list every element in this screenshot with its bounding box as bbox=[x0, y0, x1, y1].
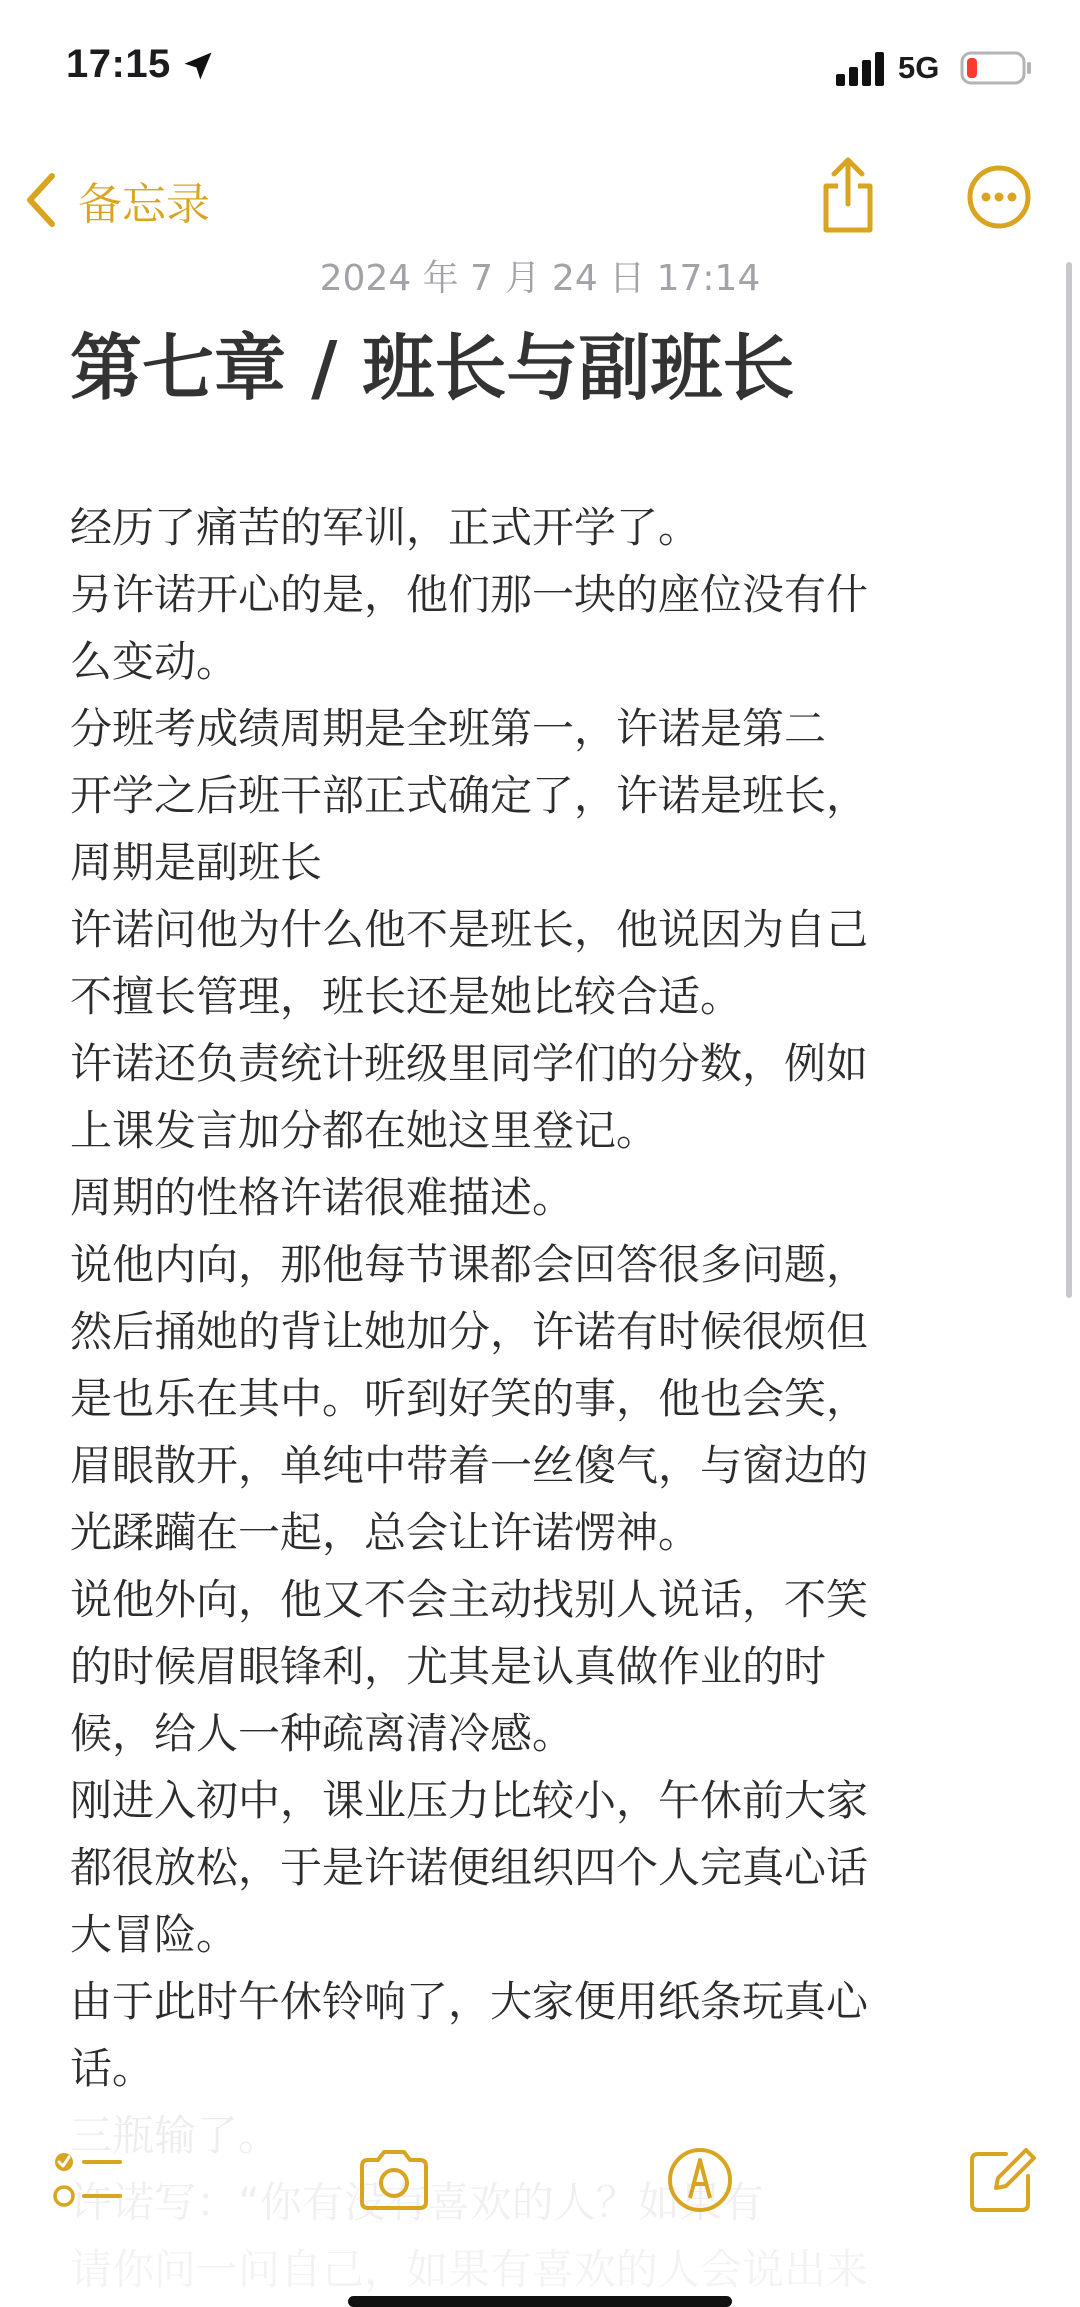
note-date: 2024 年 7 月 24 日 17:14 bbox=[319, 258, 761, 299]
note-title[interactable]: 第七章 / 班长与副班长 bbox=[70, 326, 795, 410]
battery-low-icon bbox=[960, 50, 1032, 86]
note-line: 是也乐在其中。听到好笑的事，他也会笑， bbox=[70, 1374, 869, 1423]
note-line: 么变动。 bbox=[70, 637, 239, 686]
note-line: 许诺还负责统计班级里同学们的分数，例如 bbox=[70, 1039, 869, 1088]
location-arrow-icon bbox=[180, 48, 216, 84]
note-line: 话。 bbox=[70, 2044, 155, 2093]
camera-icon[interactable] bbox=[354, 2140, 434, 2220]
note-line: 然后捅她的背让她加分，许诺有时候很烦但 bbox=[70, 1307, 869, 1356]
note-line: 候，给人一种疏离清冷感。 bbox=[70, 1709, 575, 1758]
note-line: 周期的性格许诺很难描述。 bbox=[70, 1173, 575, 1222]
note-line: 的时候眉眼锋利，尤其是认真做作业的时 bbox=[70, 1642, 827, 1691]
note-line: 不擅长管理，班长还是她比较合适。 bbox=[70, 972, 743, 1021]
note-body[interactable] bbox=[70, 494, 990, 2303]
back-button[interactable] bbox=[22, 160, 210, 240]
chevron-left-icon bbox=[22, 170, 60, 230]
note-line: 由于此时午休铃响了，大家便用纸条玩真心 bbox=[70, 1977, 869, 2026]
checklist-icon[interactable] bbox=[48, 2140, 128, 2220]
note-line: 光蹂躏在一起，总会让许诺愣神。 bbox=[70, 1508, 701, 1557]
markup-pen-icon[interactable] bbox=[660, 2140, 740, 2220]
compose-icon[interactable] bbox=[962, 2140, 1042, 2220]
share-icon[interactable] bbox=[818, 154, 878, 234]
note-line: 眉眼散开，单纯中带着一丝傻气，与窗边的 bbox=[70, 1441, 869, 1490]
network-type: 5G bbox=[898, 50, 940, 85]
status-bar bbox=[0, 0, 1080, 135]
bottom-toolbar bbox=[0, 2140, 1080, 2230]
note-line: 许诺问他为什么他不是班长，他说因为自己 bbox=[70, 905, 869, 954]
note-line: 开学之后班干部正式确定了，许诺是班长， bbox=[70, 771, 869, 820]
note-line: 上课发言加分都在她这里登记。 bbox=[70, 1106, 659, 1155]
home-indicator[interactable] bbox=[348, 2296, 732, 2307]
cellular-signal-icon bbox=[836, 52, 886, 86]
back-label: 备忘录 bbox=[78, 179, 210, 230]
note-line: 说他外向，他又不会主动找别人说话，不笑 bbox=[70, 1575, 869, 1624]
note-line: 分班考成绩周期是全班第一，许诺是第二 bbox=[70, 704, 827, 753]
more-ellipsis-icon[interactable] bbox=[966, 164, 1032, 230]
scroll-indicator[interactable] bbox=[1066, 262, 1072, 1298]
note-line: 大冒险。 bbox=[70, 1910, 239, 1959]
note-line: 周期是副班长 bbox=[70, 838, 323, 887]
status-time: 17:15 bbox=[66, 42, 171, 86]
note-line: 都很放松，于是许诺便组织四个人完真心话 bbox=[70, 1843, 869, 1892]
note-line: 刚进入初中，课业压力比较小，午休前大家 bbox=[70, 1776, 869, 1825]
note-line: 经历了痛苦的军训，正式开学了。 bbox=[70, 503, 701, 552]
nav-bar bbox=[0, 150, 1080, 260]
note-line: 说他内向，那他每节课都会回答很多问题， bbox=[70, 1240, 869, 1289]
note-line: 另许诺开心的是，他们那一块的座位没有什 bbox=[70, 570, 869, 619]
